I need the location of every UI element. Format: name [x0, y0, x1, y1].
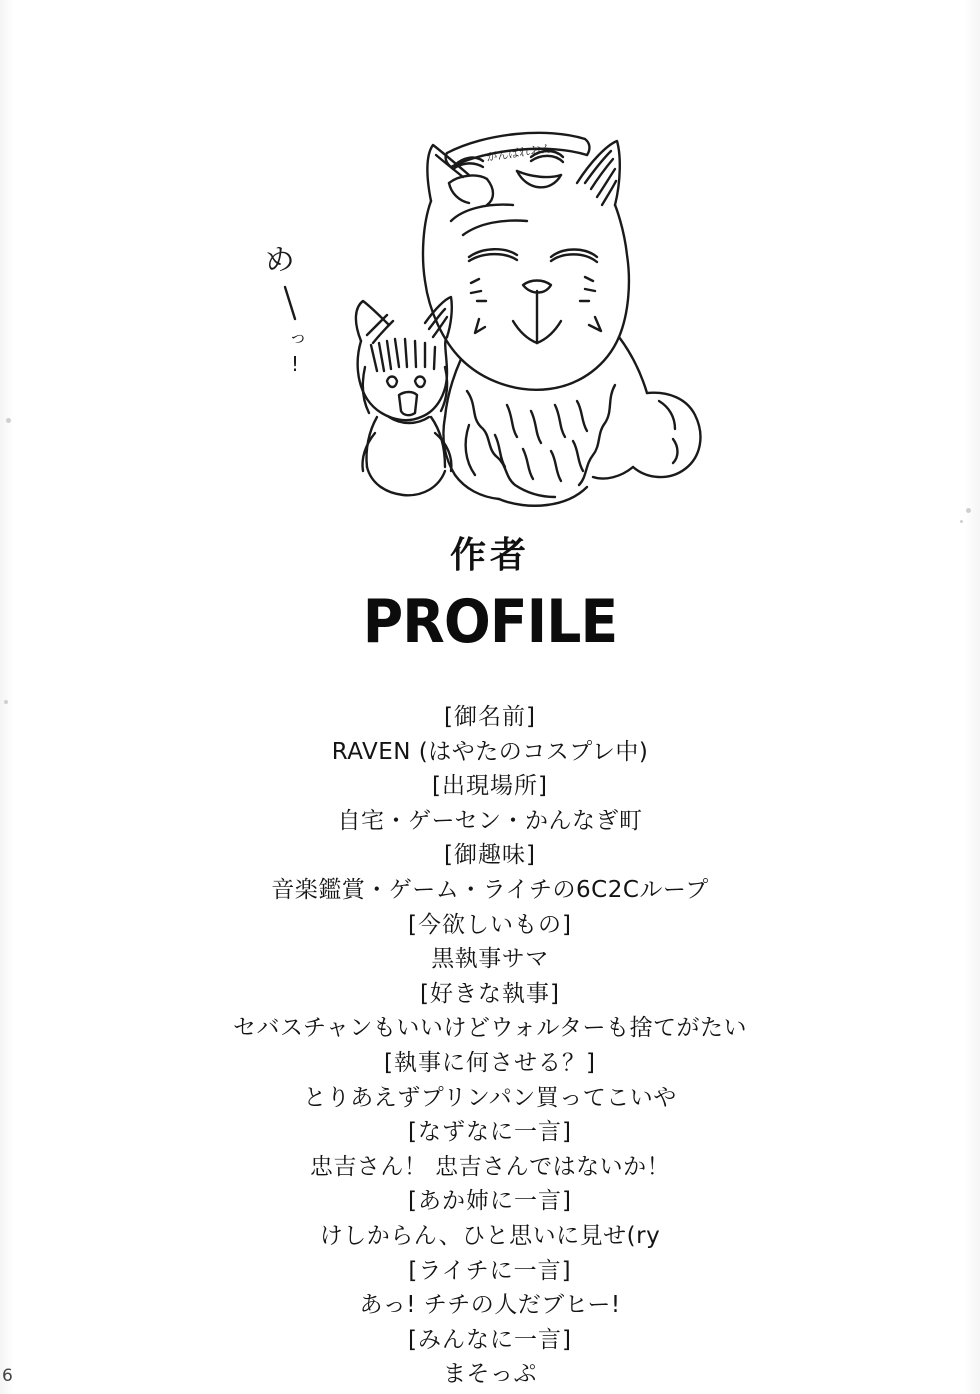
profile-label: [みんなに一言]: [408, 1326, 572, 1353]
profile-value: RAVEN (はやたのコスプレ中): [331, 738, 649, 765]
page-number: 6: [2, 1366, 13, 1386]
profile-label: [ライチに一言]: [408, 1257, 572, 1284]
profile-value: まそっぷ: [443, 1361, 537, 1388]
svg-text:め: め: [261, 240, 299, 281]
svg-text:っ: っ: [289, 327, 307, 348]
profile-entries-list: [0, 700, 980, 1392]
svg-text:!: !: [291, 352, 300, 376]
svg-text:がんばれおん: がんばれおん: [485, 141, 553, 164]
profile-value: けしからん、ひと思いに見せ(ry: [319, 1222, 661, 1249]
scan-speck: [6, 418, 11, 423]
profile-label: [なずなに一言]: [408, 1119, 572, 1146]
scan-speck: [966, 508, 971, 513]
scan-speck: [960, 520, 963, 523]
illustration-cat-and-girl: [255, 105, 725, 525]
profile-label: [御趣味]: [444, 842, 536, 869]
profile-heading-block: [0, 535, 980, 657]
profile-label: [出現場所]: [432, 773, 548, 800]
profile-label: [あか姉に一言]: [408, 1188, 572, 1215]
profile-label: [御名前]: [444, 704, 536, 730]
profile-value: とりあえずプリンパン買ってこいや: [303, 1084, 677, 1111]
profile-value: 音楽鑑賞・ゲーム・ライチの6C2Cループ: [271, 876, 709, 903]
profile-label: [今欲しいもの]: [408, 911, 572, 938]
profile-value: 自宅・ゲーセン・かんなぎ町: [337, 807, 643, 834]
profile-value: セバスチャンもいいけどウォルターも捨てがたい: [232, 1015, 747, 1042]
profile-value: 黒執事サマ: [431, 946, 549, 973]
profile-label: [好きな執事]: [420, 980, 560, 1007]
heading-japanese: 作者: [449, 535, 530, 576]
page-title: PROFILE: [362, 586, 618, 657]
profile-value: 忠吉さん！ 忠吉さんではないか！: [309, 1153, 671, 1180]
profile-label: [執事に何させる？]: [384, 1049, 596, 1076]
profile-value: あっ! チチの人だブヒー!: [359, 1292, 621, 1319]
